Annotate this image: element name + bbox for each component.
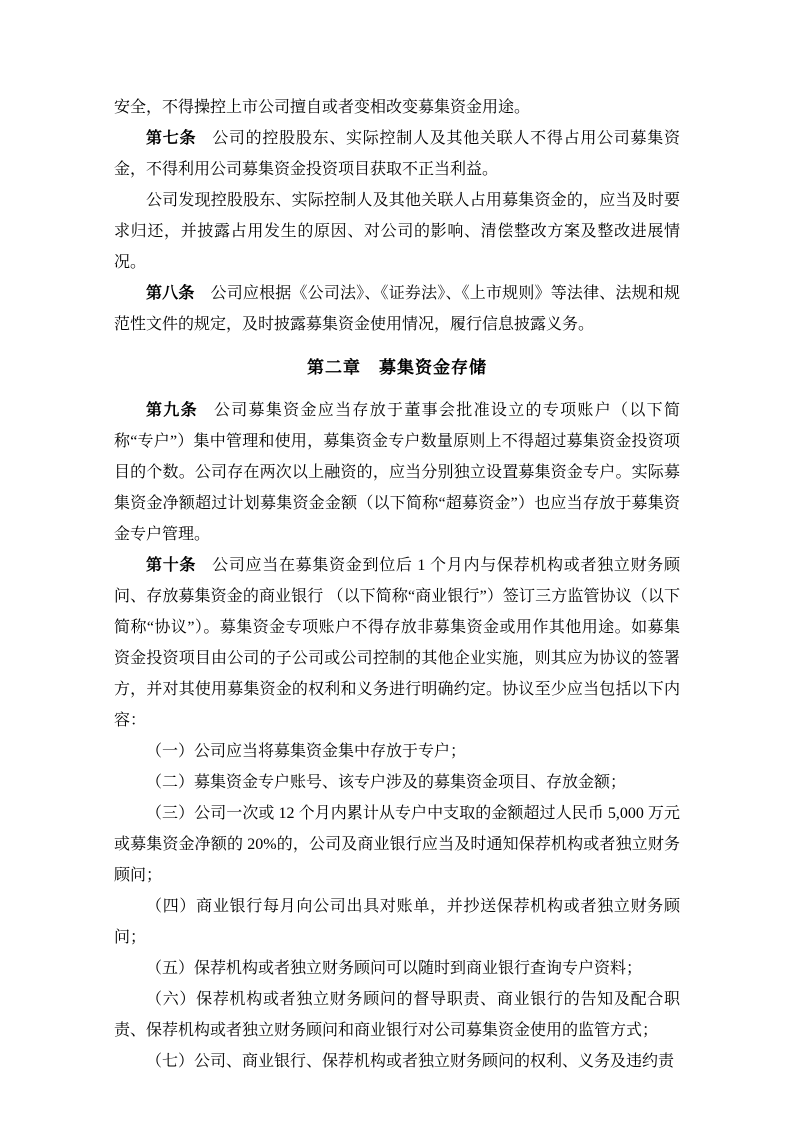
chapter-2-heading: 第二章 募集资金存储 <box>307 358 487 377</box>
paragraph-article-8 <box>114 278 680 340</box>
paragraph-text: 公司发现控股股东、实际控制人及其他关联人占用募集资金的，应当及时要求归还，并披露占用发生的原因、对公司的影响、清偿整改方案及整改进展情况。 <box>114 192 680 271</box>
article-8-number: 第八条 <box>146 285 195 302</box>
paragraph-text: （五）保荐机构或者独立财务顾问可以随时到商业银行查询专户资料； <box>146 960 643 977</box>
paragraph-text: （一）公司应当将募集资金集中存放于专户； <box>146 743 467 760</box>
list-item-1 <box>114 736 680 767</box>
paragraph-text: （四）商业银行每月向公司出具对账单，并抄送保荐机构或者独立财务顾问； <box>114 898 680 946</box>
paragraph-article-9 <box>114 395 680 550</box>
paragraph-text: 公司募集资金应当存放于董事会批准设立的专项账户（以下简称“专户”）集中管理和使用，募集资金专户数量原则上不得超过募集资金投资项目的个数。公司存在两次以上融资的，应当分别独立设置募集资金专户。实际募集资金净额超过计划募集资金金额（以下简称“超募资金”）也应当存放于募集资金专户管理。 <box>114 402 680 543</box>
article-7-number: 第七条 <box>146 130 197 147</box>
list-item-2 <box>114 767 680 798</box>
paragraph-text: 安全，不得操控上市公司擅自或者变相改变募集资金用途。 <box>114 99 531 116</box>
paragraph-article-7-supplement <box>114 185 680 278</box>
paragraph-text: （三）公司一次或 12 个月内累计从专户中支取的金额超过人民币 5,000 万元 或募集资金净额的 20%的，公司及商业银行应当及时通知保荐机构或者独立财务顾问； <box>114 805 680 884</box>
list-item-3 <box>114 798 680 891</box>
list-item-4 <box>114 891 680 953</box>
paragraph-text: 公司的控股股东、实际控制人及其他关联人不得占用公司募集资金，不得利用公司募集资金投资项目获取不正当利益。 <box>114 130 680 178</box>
paragraph-article-7 <box>114 123 680 185</box>
article-9-number: 第九条 <box>146 402 198 419</box>
paragraph-text: （六）保荐机构或者独立财务顾问的督导职责、商业银行的告知及配合职责、保荐机构或者独立财务顾问和商业银行对公司募集资金使用的监管方式； <box>114 991 680 1039</box>
paragraph-text: 公司应根据《公司法》、《证券法》、《上市规则》等法律、法规和规范性文件的规定，及时披露募集资金使用情况，履行信息披露义务。 <box>114 285 680 333</box>
paragraph-article-10 <box>114 550 680 736</box>
list-item-7 <box>114 1046 680 1077</box>
paragraph-text: 公司应当在募集资金到位后 1 个月内与保荐机构或者独立财务顾问、存放募集资金的商业银行 （以下简称“商业银行”）签订三方监管协议（以下简称“协议”）。募集资金专项账户不得存放非募集资金或用作其他用途。如募集资金投资项目由公司的子公司或公司控制的其他企业实施，则其应为协议的签署方，并对其使用募集资金的权利和义务进行明确约定。协议至少应当包括以下内容： <box>114 557 680 729</box>
article-10-number: 第十条 <box>146 557 197 574</box>
list-item-6 <box>114 984 680 1046</box>
paragraph-text: （七）公司、商业银行、保荐机构或者独立财务顾问的权利、义务及违约责 <box>146 1053 675 1070</box>
list-item-5 <box>114 953 680 984</box>
paragraph-text: （二）募集资金专户账号、该专户涉及的募集资金项目、存放金额； <box>146 774 627 791</box>
paragraph-continuation <box>114 92 680 123</box>
